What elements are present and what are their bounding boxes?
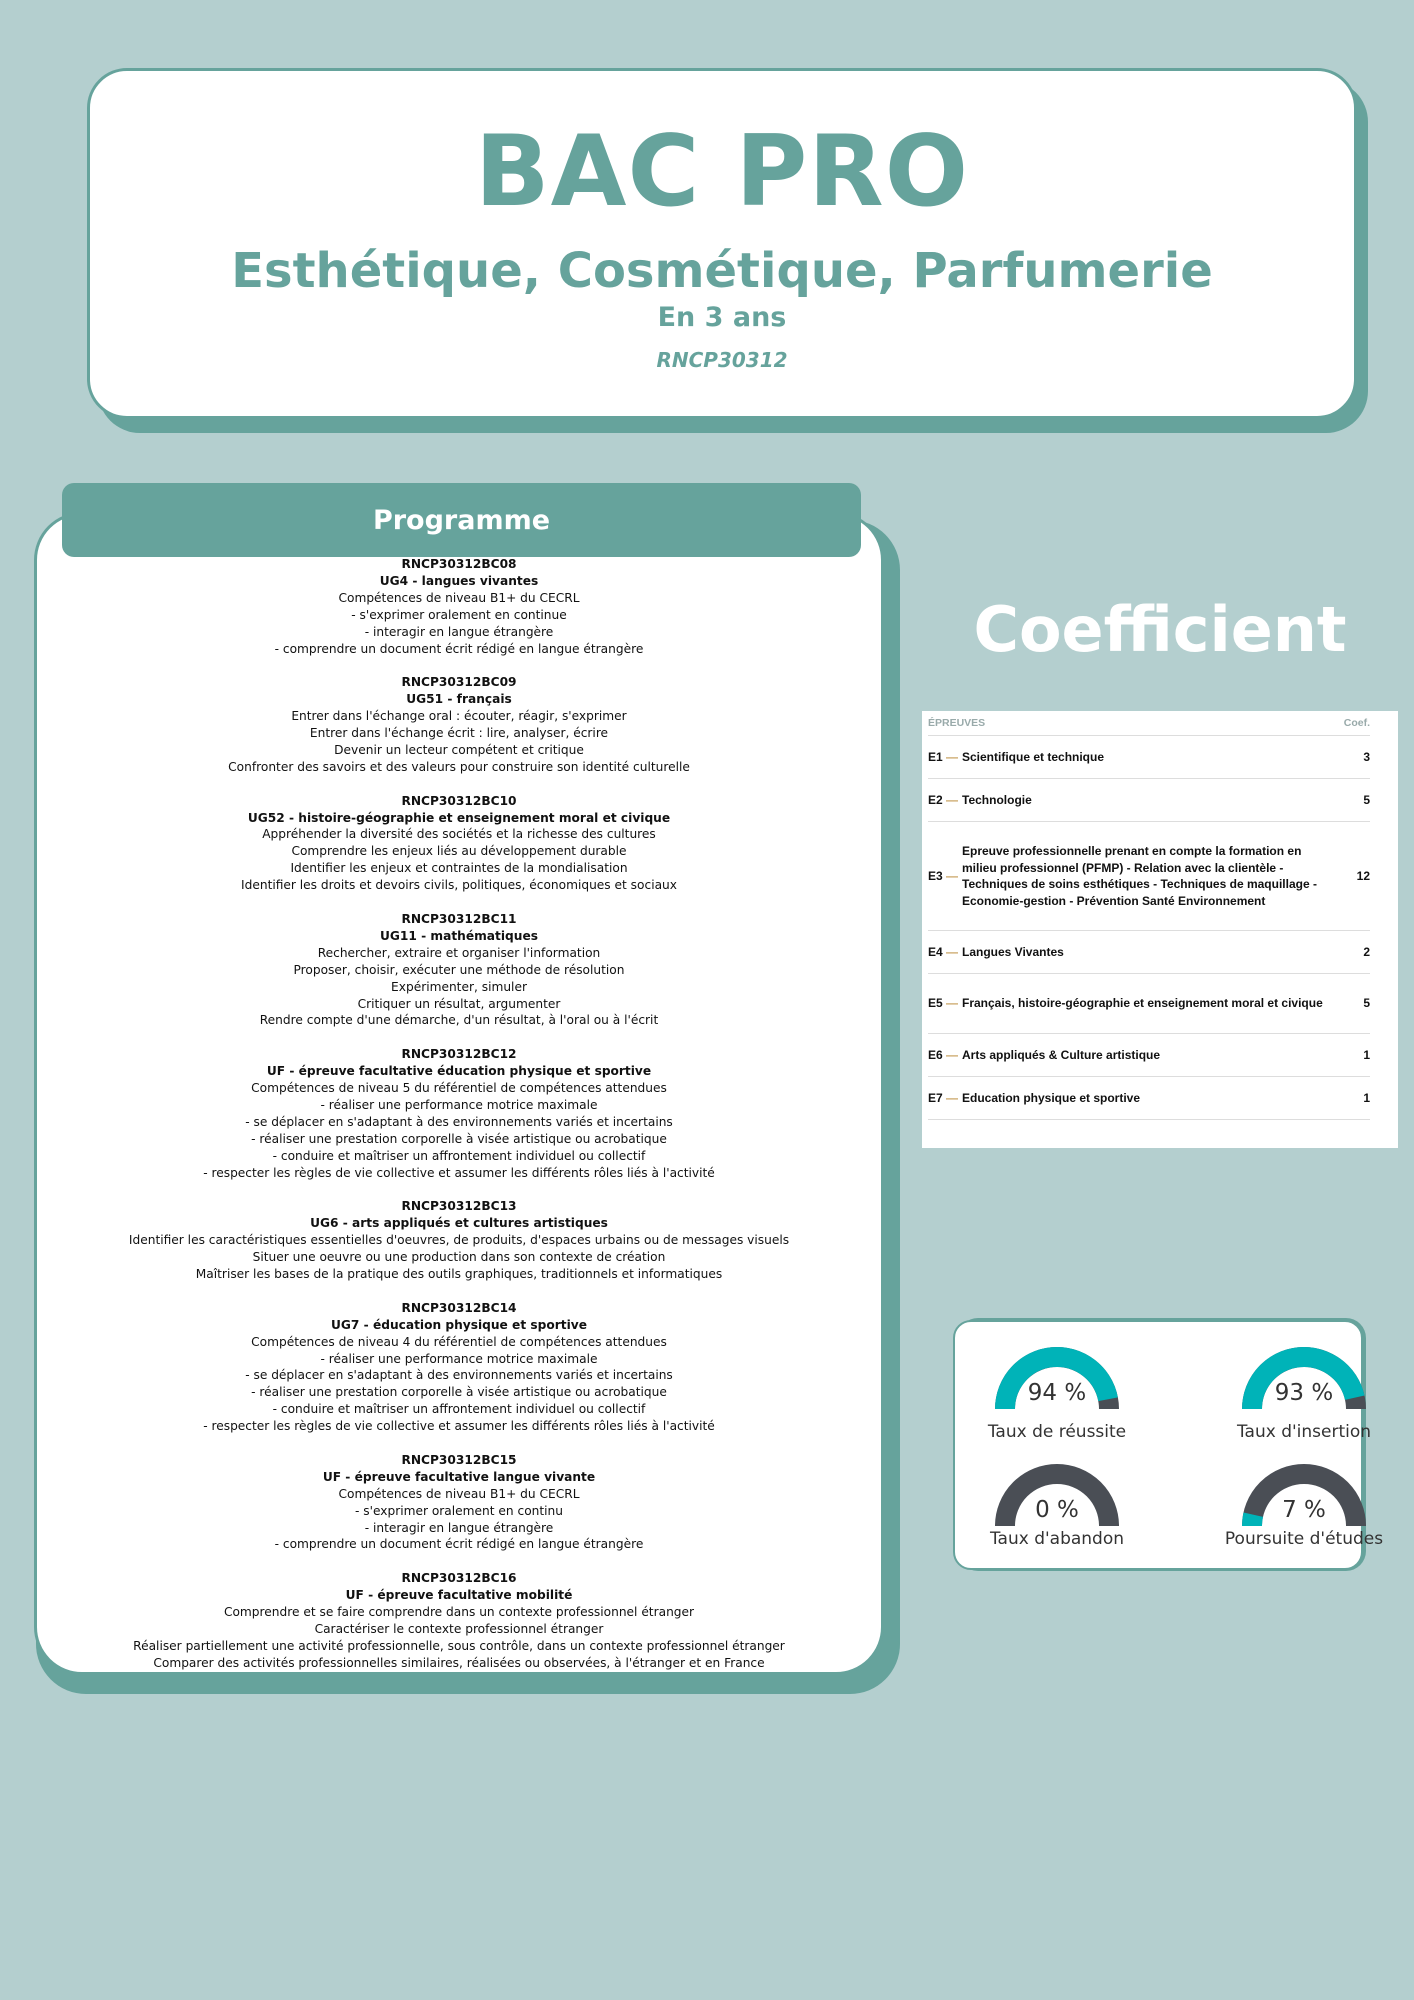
row-coef: 5 <box>1363 792 1370 807</box>
block-line: - s'exprimer oralement en continue <box>351 607 567 622</box>
programme-block <box>34 556 884 657</box>
block-name: UG7 - éducation physique et sportive <box>331 1317 587 1332</box>
block-line: - réaliser une prestation corporelle à visée artistique ou acrobatique <box>251 1131 667 1146</box>
block-line: - réaliser une performance motrice maximale <box>320 1351 598 1366</box>
block-code: RNCP30312BC09 <box>401 675 517 690</box>
programme-block <box>34 911 884 1029</box>
row-label: Education physique et sportive <box>962 1090 1141 1105</box>
block-name: UG4 - langues vivantes <box>379 573 539 588</box>
block-line: Entrer dans l'échange écrit : lire, analyser, écrire <box>309 726 609 741</box>
row-coef: 5 <box>1363 996 1370 1011</box>
block-code: RNCP30312BC13 <box>401 1199 517 1214</box>
row-code: E2 <box>928 792 943 807</box>
diploma-code: RNCP30312 <box>656 348 788 373</box>
coefficient-row <box>928 779 1370 822</box>
coefficient-row <box>928 974 1370 1034</box>
block-line: Critiquer un résultat, argumenter <box>357 996 561 1011</box>
block-code: RNCP30312BC12 <box>401 1047 517 1062</box>
block-name: UG52 - histoire-géographie et enseignement moral et civique <box>247 810 671 825</box>
block-line: - respecter les règles de vie collective et assumer les différents rôles liés à l'activité <box>203 1165 715 1180</box>
row-dash: — <box>946 868 958 883</box>
row-label: Epreuve professionnelle prenant en compte la formation en milieu professionnel (PFMP) - Relation avec la clientèle - Techniques de soins esthétiques - Techniques de maquillage - Economie-gestion - Prévention Santé Environnement <box>962 844 1317 908</box>
gauge-value: 93 % <box>1274 1380 1334 1406</box>
block-name: UG11 - mathématiques <box>380 928 538 943</box>
block-line: Comprendre et se faire comprendre dans un contexte professionnel étranger <box>223 1605 695 1620</box>
page-title: BAC PRO <box>474 115 970 229</box>
block-code: RNCP30312BC10 <box>401 793 517 808</box>
block-line: - s'exprimer oralement en continu <box>354 1503 563 1518</box>
block-line: Réaliser partiellement une activité professionnelle, sous contrôle, dans un contexte professionnel étranger <box>133 1638 785 1653</box>
block-name: UF - épreuve facultative langue vivante <box>322 1469 596 1484</box>
block-line: Identifier les caractéristiques essentielles d'oeuvres, de produits, d'espaces urbains ou de messages visuels <box>128 1233 790 1248</box>
row-code: E7 <box>928 1090 943 1105</box>
block-code: RNCP30312BC14 <box>401 1300 517 1315</box>
row-label: Français, histoire-géographie et enseignement moral et civique <box>962 996 1323 1011</box>
row-label: Technologie <box>962 792 1032 807</box>
row-code: E4 <box>928 944 943 959</box>
programme-block <box>34 1046 884 1181</box>
row-dash: — <box>946 792 958 807</box>
block-line: - conduire et maîtriser un affrontement individuel ou collectif <box>272 1402 646 1417</box>
coefficient-row <box>928 931 1370 974</box>
block-line: Rechercher, extraire et organiser l'information <box>317 945 601 960</box>
diploma-subtitle: Esthétique, Cosmétique, Parfumerie <box>231 243 1213 299</box>
gauge-label: Poursuite d'études <box>1224 1529 1384 1549</box>
programme-block <box>34 674 884 775</box>
block-line: Comprendre les enjeux liés au développement durable <box>291 844 627 859</box>
block-name: UF - épreuve facultative éducation physique et sportive <box>266 1064 652 1079</box>
block-line: - interagir en langue étrangère <box>364 624 554 639</box>
block-line: - conduire et maîtriser un affrontement individuel ou collectif <box>272 1148 646 1163</box>
programme-block <box>34 793 884 894</box>
block-line: - comprendre un document écrit rédigé en langue étrangère <box>274 1537 644 1552</box>
row-coef: 3 <box>1363 749 1370 764</box>
block-line: Confronter des savoirs et des valeurs pour construire son identité culturelle <box>228 759 690 774</box>
block-line: Identifier les droits et devoirs civils, politiques, économiques et sociaux <box>241 878 677 893</box>
row-dash: — <box>946 1047 958 1062</box>
block-line: Compétences de niveau B1+ du CECRL <box>338 590 580 605</box>
gauge-value: 0 % <box>1035 1497 1079 1523</box>
block-line: Compétences de niveau 5 du référentiel de compétences attendues <box>251 1081 667 1096</box>
row-dash: — <box>946 749 958 764</box>
block-line: - se déplacer en s'adaptant à des environnements variés et incertains <box>245 1368 673 1383</box>
row-dash: — <box>946 944 958 959</box>
coefficient-row <box>928 736 1370 779</box>
coefficient-table <box>922 711 1398 1148</box>
row-label: Langues Vivantes <box>962 944 1064 959</box>
row-code: E1 <box>928 749 943 764</box>
block-line: - comprendre un document écrit rédigé en langue étrangère <box>274 641 644 656</box>
gauge-2 <box>1214 1346 1394 1442</box>
header-card <box>87 68 1357 419</box>
gauge-3 <box>967 1463 1147 1549</box>
row-dash: — <box>946 1090 958 1105</box>
block-line: Compétences de niveau B1+ du CECRL <box>338 1486 580 1501</box>
coefficient-row <box>928 822 1370 931</box>
block-line: Situer une oeuvre ou une production dans son contexte de création <box>252 1250 666 1265</box>
coefficient-title: Coefficient <box>973 593 1347 666</box>
row-coef: 12 <box>1356 868 1370 883</box>
gauge-4 <box>1214 1463 1394 1549</box>
programme-content <box>34 556 884 1689</box>
gauge-label: Taux d'insertion <box>1236 1422 1372 1442</box>
row-dash: — <box>946 996 958 1011</box>
header-coef: Coef. <box>1343 717 1370 729</box>
diploma-duration: En 3 ans <box>657 301 787 333</box>
programme-block <box>34 1300 884 1435</box>
block-code: RNCP30312BC16 <box>401 1571 517 1586</box>
gauge-value: 7 % <box>1282 1497 1326 1523</box>
block-line: Rendre compte d'une démarche, d'un résultat, à l'oral ou à l'écrit <box>259 1013 659 1028</box>
block-code: RNCP30312BC11 <box>401 911 517 926</box>
block-name: UG51 - français <box>406 692 512 707</box>
row-code: E6 <box>928 1047 943 1062</box>
programme-block <box>34 1570 884 1671</box>
coefficient-row <box>928 1034 1370 1077</box>
row-code: E3 <box>928 868 943 883</box>
programme-block <box>34 1198 884 1283</box>
block-line: Expérimenter, simuler <box>391 979 527 994</box>
row-label: Arts appliqués & Culture artistique <box>962 1047 1161 1062</box>
block-line: - respecter les règles de vie collective et assumer les différents rôles liés à l'activité <box>203 1419 715 1434</box>
block-name: UF - épreuve facultative mobilité <box>345 1588 573 1603</box>
block-line: - réaliser une prestation corporelle à visée artistique ou acrobatique <box>251 1385 667 1400</box>
block-line: Maîtriser les bases de la pratique des outils graphiques, traditionnels et informatiques <box>195 1266 723 1281</box>
row-code: E5 <box>928 996 943 1011</box>
block-line: Comparer des activités professionnelles similaires, réalisées ou observées, à l'étranger et en France <box>153 1655 765 1670</box>
row-coef: 1 <box>1363 1047 1370 1062</box>
coefficient-table-header <box>928 711 1370 736</box>
block-line: Entrer dans l'échange oral : écouter, réagir, s'exprimer <box>291 709 627 724</box>
programme-block <box>34 1452 884 1553</box>
coefficient-row <box>928 1077 1370 1120</box>
gauge-label: Taux de réussite <box>987 1422 1127 1442</box>
block-line: Appréhender la diversité des sociétés et la richesse des cultures <box>262 827 656 842</box>
stats-card <box>953 1320 1384 1570</box>
row-coef: 2 <box>1363 944 1370 959</box>
gauge-value: 94 % <box>1027 1380 1087 1406</box>
block-line: Identifier les enjeux et contraintes de la mondialisation <box>290 861 628 876</box>
block-line: - réaliser une performance motrice maximale <box>320 1097 598 1112</box>
gauge-label: Taux d'abandon <box>989 1529 1125 1549</box>
header-epreuves: ÉPREUVES <box>928 717 986 729</box>
row-label: Scientifique et technique <box>962 749 1105 764</box>
block-name: UG6 - arts appliqués et cultures artistiques <box>310 1216 608 1231</box>
block-code: RNCP30312BC08 <box>401 557 517 571</box>
gauge-1 <box>967 1346 1147 1442</box>
programme-title: Programme <box>62 483 861 557</box>
block-code: RNCP30312BC15 <box>401 1452 517 1467</box>
block-line: - se déplacer en s'adaptant à des environnements variés et incertains <box>245 1114 673 1129</box>
row-coef: 1 <box>1363 1090 1370 1105</box>
block-line: Caractériser le contexte professionnel étranger <box>314 1621 604 1636</box>
block-line: Compétences de niveau 4 du référentiel de compétences attendues <box>251 1334 667 1349</box>
block-line: Devenir un lecteur compétent et critique <box>334 742 584 757</box>
block-line: Proposer, choisir, exécuter une méthode de résolution <box>293 962 625 977</box>
block-line: - interagir en langue étrangère <box>364 1520 554 1535</box>
